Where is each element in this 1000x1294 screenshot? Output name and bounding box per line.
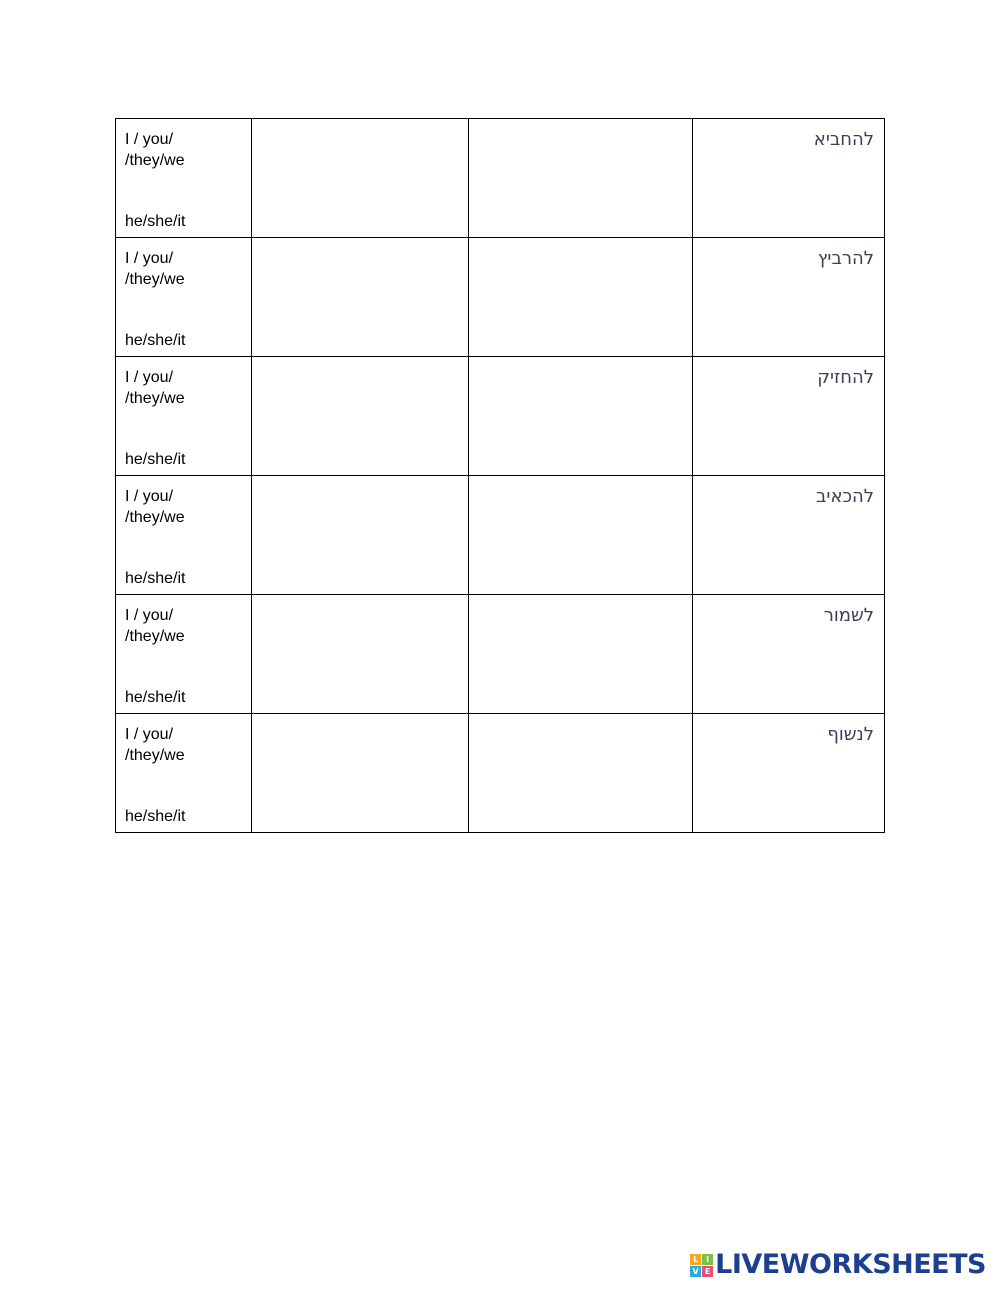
logo-block-l: L xyxy=(690,1254,701,1265)
table-row xyxy=(116,476,885,595)
pronoun-plural-label: /they/we xyxy=(125,390,185,407)
pronoun-plural-label: /they/we xyxy=(125,747,185,764)
pronoun-plural-label: /they/we xyxy=(125,152,185,169)
conjugation-table xyxy=(115,118,885,833)
live-blocks-icon xyxy=(690,1254,713,1277)
pronoun-third-label: he/she/it xyxy=(125,808,186,825)
verb-label: להחביא xyxy=(813,129,874,150)
pronoun-first-label: I / you/ xyxy=(125,488,174,505)
verb-cell xyxy=(693,357,885,476)
pronoun-first-label: I / you/ xyxy=(125,607,174,624)
pronoun-cell xyxy=(116,714,252,833)
table-row xyxy=(116,119,885,238)
verb-label: לנשוף xyxy=(827,724,874,745)
pronoun-third-label: he/she/it xyxy=(125,332,186,349)
pronoun-cell xyxy=(116,119,252,238)
logo-text: LIVEWORKSHEETS xyxy=(715,1249,986,1280)
pronoun-plural-label: /they/we xyxy=(125,271,185,288)
liveworksheets-logo xyxy=(690,1250,986,1280)
pronoun-cell xyxy=(116,595,252,714)
answer-cell-present[interactable] xyxy=(469,238,693,357)
logo-block-e: E xyxy=(702,1266,713,1277)
pronoun-cell xyxy=(116,238,252,357)
pronoun-first-label: I / you/ xyxy=(125,250,174,267)
answer-cell-present[interactable] xyxy=(469,476,693,595)
answer-cell-present[interactable] xyxy=(469,357,693,476)
pronoun-first-label: I / you/ xyxy=(125,131,174,148)
table-body xyxy=(116,119,885,833)
pronoun-third-label: he/she/it xyxy=(125,213,186,230)
table-row xyxy=(116,238,885,357)
verb-cell xyxy=(693,238,885,357)
pronoun-cell xyxy=(116,357,252,476)
pronoun-third-label: he/she/it xyxy=(125,451,186,468)
answer-cell-past[interactable] xyxy=(252,595,469,714)
answer-cell-past[interactable] xyxy=(252,476,469,595)
pronoun-first-label: I / you/ xyxy=(125,726,174,743)
table-row xyxy=(116,357,885,476)
logo-block-v: V xyxy=(690,1266,701,1277)
pronoun-plural-label: /they/we xyxy=(125,628,185,645)
verb-label: להחזיק xyxy=(817,367,874,388)
table-row xyxy=(116,595,885,714)
verb-cell xyxy=(693,595,885,714)
pronoun-cell xyxy=(116,476,252,595)
pronoun-third-label: he/she/it xyxy=(125,689,186,706)
pronoun-first-label: I / you/ xyxy=(125,369,174,386)
verb-cell xyxy=(693,714,885,833)
pronoun-third-label: he/she/it xyxy=(125,570,186,587)
verb-cell xyxy=(693,119,885,238)
answer-cell-past[interactable] xyxy=(252,119,469,238)
pronoun-plural-label: /they/we xyxy=(125,509,185,526)
answer-cell-present[interactable] xyxy=(469,595,693,714)
answer-cell-past[interactable] xyxy=(252,714,469,833)
table-row xyxy=(116,714,885,833)
verb-label: להכאיב xyxy=(816,486,874,507)
logo-block-i: I xyxy=(702,1254,713,1265)
answer-cell-past[interactable] xyxy=(252,238,469,357)
verb-cell xyxy=(693,476,885,595)
verb-label: להרביץ xyxy=(817,248,874,269)
answer-cell-present[interactable] xyxy=(469,119,693,238)
answer-cell-past[interactable] xyxy=(252,357,469,476)
verb-label: לשמור xyxy=(823,605,874,626)
answer-cell-present[interactable] xyxy=(469,714,693,833)
